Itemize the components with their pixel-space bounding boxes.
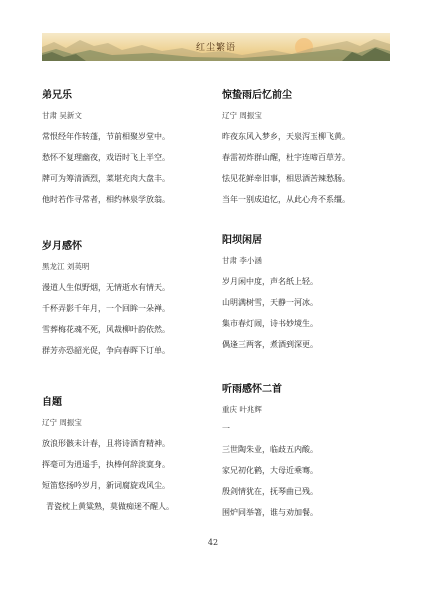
poem-author: 辽宁 周振宝 xyxy=(222,111,262,120)
poem-line: 短笛悠扬吟岁月，新词腐旋戏风尘。 xyxy=(42,481,170,490)
poem-title: 听雨感怀二首 xyxy=(222,384,282,395)
poem-line: 千杯弄影千年月，一个回眸一朵禅。 xyxy=(42,304,170,313)
poem-author: 甘肃 吴新文 xyxy=(42,111,82,120)
poem-title: 惊蛰雨后忆前尘 xyxy=(222,90,292,101)
poem-line: 昨夜东风入梦乡，天泉泻玉柳飞黄。 xyxy=(222,132,350,141)
poem-section-number: 一 xyxy=(222,424,230,433)
poem-line: 牌可为筹清酒烈，菜堪充肉大盘丰。 xyxy=(42,174,170,183)
poem-5 xyxy=(222,231,392,350)
poem-line: 山明满树雪，天静一河冰。 xyxy=(222,298,318,307)
poem-line: 偶逢三两客，煮酒到深更。 xyxy=(222,340,318,349)
poem-title: 阳坝闲居 xyxy=(222,235,262,246)
poem-author: 重庆 叶兆辉 xyxy=(222,405,262,414)
poem-author: 辽宁 周振宝 xyxy=(42,418,82,427)
poem-line: 春雷初炸群山醒，杜宇连啼百草芳。 xyxy=(222,153,350,162)
poem-1 xyxy=(42,86,220,205)
poem-line: 愁怀不复理幽夜，戏语时飞上半空。 xyxy=(42,153,170,162)
poem-line: 岁月闲中度，声名纸上轻。 xyxy=(222,277,318,286)
poem-line: 怯见花鲜牵旧事，相思酒苦辣愁肠。 xyxy=(222,174,350,183)
poem-line: 当年一别成追忆，从此心舟不系缰。 xyxy=(222,195,350,204)
poem-3 xyxy=(42,393,220,512)
poem-line: 放浪形骸未计春，且将诗酒育精神。 xyxy=(42,439,170,448)
poem-title: 弟兄乐 xyxy=(42,90,72,101)
poem-line: 集市春灯闹，诗书妙境生。 xyxy=(222,319,318,328)
poem-title: 岁月感怀 xyxy=(42,241,82,252)
poem-line: 围炉同举箸，谁与劝加餐。 xyxy=(222,508,318,517)
poem-2 xyxy=(42,237,220,356)
poem-author: 黑龙江 刘英明 xyxy=(42,262,90,271)
poem-line: 常恨经年作转蓬，节前相聚岁堂中。 xyxy=(42,132,170,141)
poem-line: 雪葬梅花魂不死，风裁柳叶韵依然。 xyxy=(42,325,170,334)
poem-author: 甘肃 李小涵 xyxy=(222,256,262,265)
poem-line: 挥毫可为逍遥手，执棒何辞淡寞身。 xyxy=(42,460,170,469)
header-title: 红尘繁语 xyxy=(195,43,236,53)
poem-line: 殷剑情犹在，抚琴曲已残。 xyxy=(222,487,318,496)
page-number: 42 xyxy=(207,538,219,547)
poem-title: 自题 xyxy=(42,397,62,408)
poem-line: 漫道人生似野烟，无情逝水有情天。 xyxy=(42,283,170,292)
poem-line: 家兄初化鹤，大母近乘骞。 xyxy=(222,466,318,475)
poem-line: 三世陶朱业，临歧五内酸。 xyxy=(222,445,318,454)
poem-line: 青瓷枕上黄粱熟，莫做痴迷不醒人。 xyxy=(46,502,174,511)
poem-6 xyxy=(222,380,392,518)
poem-4 xyxy=(222,86,392,205)
header-banner xyxy=(42,33,390,61)
poem-line: 他时若作寻常者，相约林泉学放翁。 xyxy=(42,195,170,204)
poem-line: 群芳亦恐韶光促，争向春晖下订单。 xyxy=(42,346,170,355)
